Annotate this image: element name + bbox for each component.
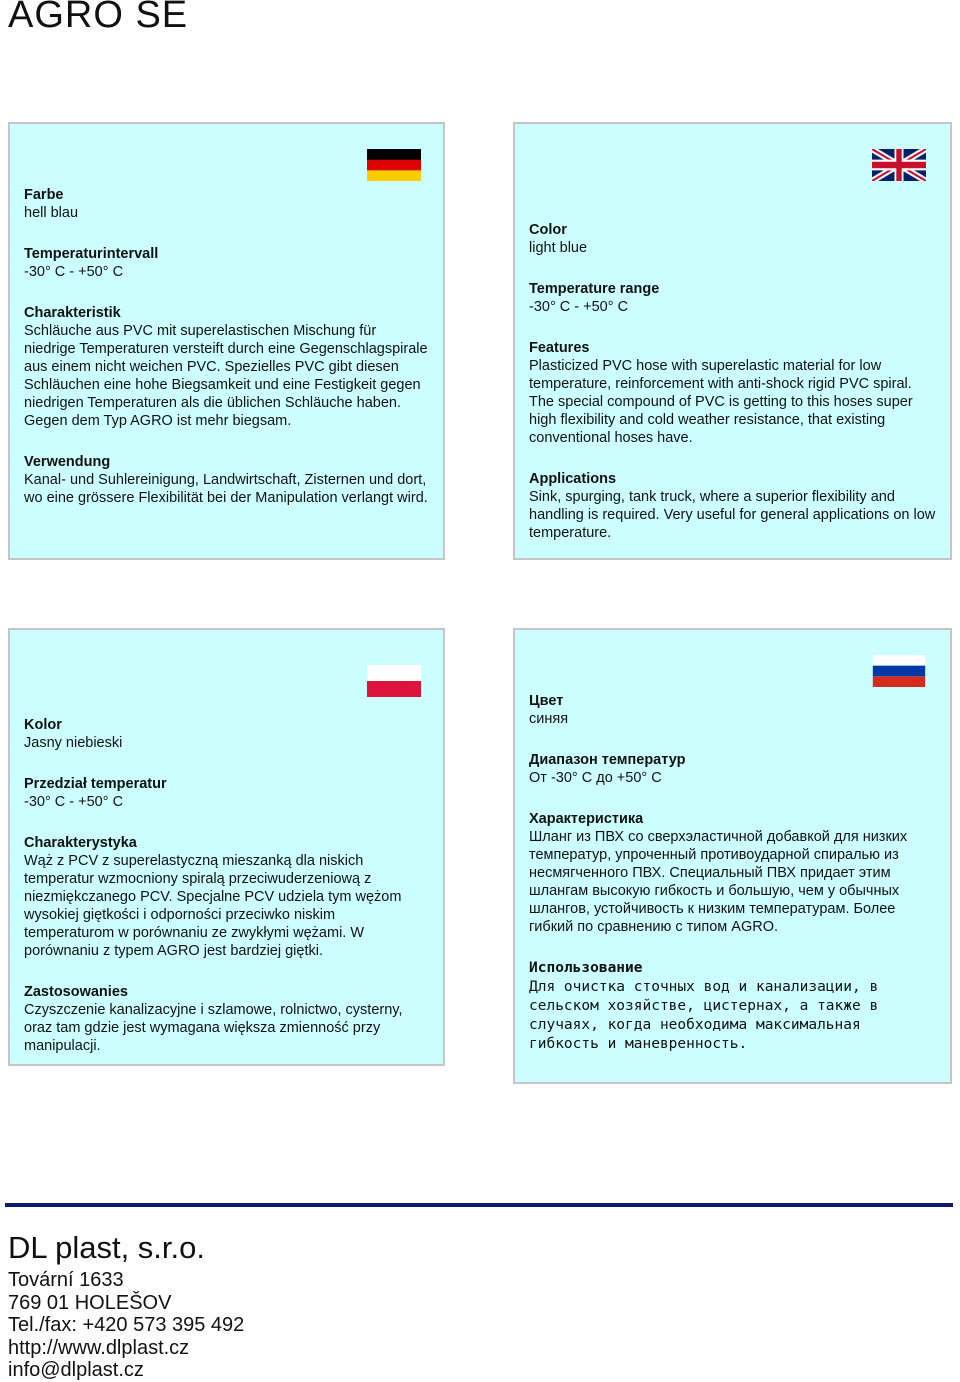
section-heading: Applications	[529, 471, 617, 487]
company-name: DL plast, s.r.o.	[8, 1230, 205, 1265]
section-text: Kanal- und Suhlereinigung, Landwirtschaft, Zisternen und dort, wo eine grössere Flexibilität bei der Manipulation verlangt wird.	[24, 472, 428, 506]
panel-polish	[8, 628, 445, 1066]
company-phone: Tel./fax: +420 573 395 492	[8, 1314, 245, 1336]
de-section-temperature	[24, 245, 429, 281]
en-section-temperature	[529, 280, 936, 316]
ru-section-color	[529, 692, 936, 728]
pl-section-color	[24, 716, 429, 752]
section-heading: Temperaturintervall	[24, 246, 159, 262]
section-text: -30° C - +50° C	[529, 299, 629, 315]
section-text: Sink, spurging, tank truck, where a superior flexibility and handling is required. Very useful for general applications on low temperature.	[529, 489, 936, 541]
de-section-features	[24, 304, 429, 430]
section-heading: Charakteristik	[24, 305, 121, 321]
panel-german	[8, 122, 445, 560]
company-city: 769 01 HOLEŠOV	[8, 1291, 172, 1314]
section-text: Wąż z PCV z superelastyczną mieszanką dla niskich temperatur wzmocniony spiralą przeciwuderzeniową z niezmiękczanego PCV. Specjalne PCV udziela tym wężom wysokiej giętkości i odporności przeciwko niskim temperaturom w porównaniu ze zwykłymi wężami. W porównaniu z typem AGRO jest bardziej giętki.	[24, 853, 402, 959]
section-text: Jasny niebieski	[24, 735, 123, 751]
company-street: Tovární 1633	[8, 1269, 124, 1291]
pl-section-features	[24, 834, 429, 960]
section-heading: Przedział temperatur	[24, 776, 167, 792]
section-text: синяя	[529, 711, 569, 727]
ru-section-applications	[529, 959, 936, 1054]
section-heading: Verwendung	[24, 454, 111, 470]
en-section-features	[529, 339, 936, 447]
pl-section-applications	[24, 983, 429, 1055]
section-heading: Temperature range	[529, 281, 660, 297]
section-heading: Features	[529, 340, 590, 356]
section-text: Для очистка сточных вод и канализации, в сельском хозяйстве, цистернах, а также в случаях, когда необходима максимальная гибкость и маневренность.	[529, 979, 879, 1052]
section-heading: Farbe	[24, 187, 64, 203]
section-heading: Диапазон температур	[529, 752, 686, 768]
footer-divider	[5, 1203, 953, 1207]
company-email-link[interactable]: info@dlplast.cz	[8, 1359, 144, 1381]
section-heading: Kolor	[24, 717, 62, 733]
section-text: Schläuche aus PVC mit superelastischen Mischung für niedrige Temperaturen versteift durch eine Gegenschlagspirale aus einem nicht weichen PVC. Spezielles PVC gibt diesen Schläuchen eine hohe Biegsamkeit und eine Festigkeit gegen niedrigen Temperaturen als die üblichen Schläuche haben. Gegen dem Typ AGRO ist mehr biegsam.	[24, 323, 428, 429]
section-heading: Цвет	[529, 693, 564, 709]
section-text: Czyszczenie kanalizacyjne i szlamowe, rolnictwo, cysterny, oraz tam gdzie jest wymagana większa zmienność przy manipulacji.	[24, 1002, 403, 1054]
page-title: AGRO SE	[8, 0, 189, 36]
section-text: hell blau	[24, 205, 79, 221]
section-text: -30° C - +50° C	[24, 264, 124, 280]
russia-flag-icon	[872, 655, 926, 687]
en-section-applications	[529, 470, 936, 542]
section-text: light blue	[529, 240, 588, 256]
germany-flag-icon	[367, 149, 421, 181]
ru-section-features	[529, 810, 936, 936]
section-text: Plasticized PVC hose with superelastic material for low temperature, reinforcement with anti-shock rigid PVC spiral. The special compound of PVC is getting to this hoses super high flexibility and cold weather resistance, that existing conventional hoses have.	[529, 358, 913, 446]
panel-english	[513, 122, 952, 560]
section-heading: Charakterystyka	[24, 835, 137, 851]
uk-flag-icon	[872, 149, 926, 181]
section-text: -30° C - +50° C	[24, 794, 124, 810]
section-heading: Zastosowanies	[24, 984, 128, 1000]
section-heading: Характеристика	[529, 811, 644, 827]
section-heading: Color	[529, 222, 567, 238]
panel-russian	[513, 628, 952, 1084]
pl-section-temperature	[24, 775, 429, 811]
en-section-color	[529, 221, 936, 257]
poland-flag-icon	[367, 665, 421, 697]
de-section-applications	[24, 453, 429, 507]
ru-section-temperature	[529, 751, 936, 787]
company-website-link[interactable]: http://www.dlplast.cz	[8, 1336, 190, 1359]
section-heading: Использование	[529, 960, 643, 976]
section-text: Шланг из ПВХ со сверхэластичной добавкой для низких температур, упроченный противоударной спиралью из несмягченного ПВХ. Специальный ПВХ придает этим шлангам высокую гибкость и большую, чем у обычных шлангов, устойчивость к низким температурам. Более гибкий по сравнению с типом AGRO.	[529, 829, 908, 935]
de-section-color	[24, 186, 429, 222]
section-text: От -30° C до +50° C	[529, 770, 662, 786]
company-address-block	[8, 1231, 244, 1382]
